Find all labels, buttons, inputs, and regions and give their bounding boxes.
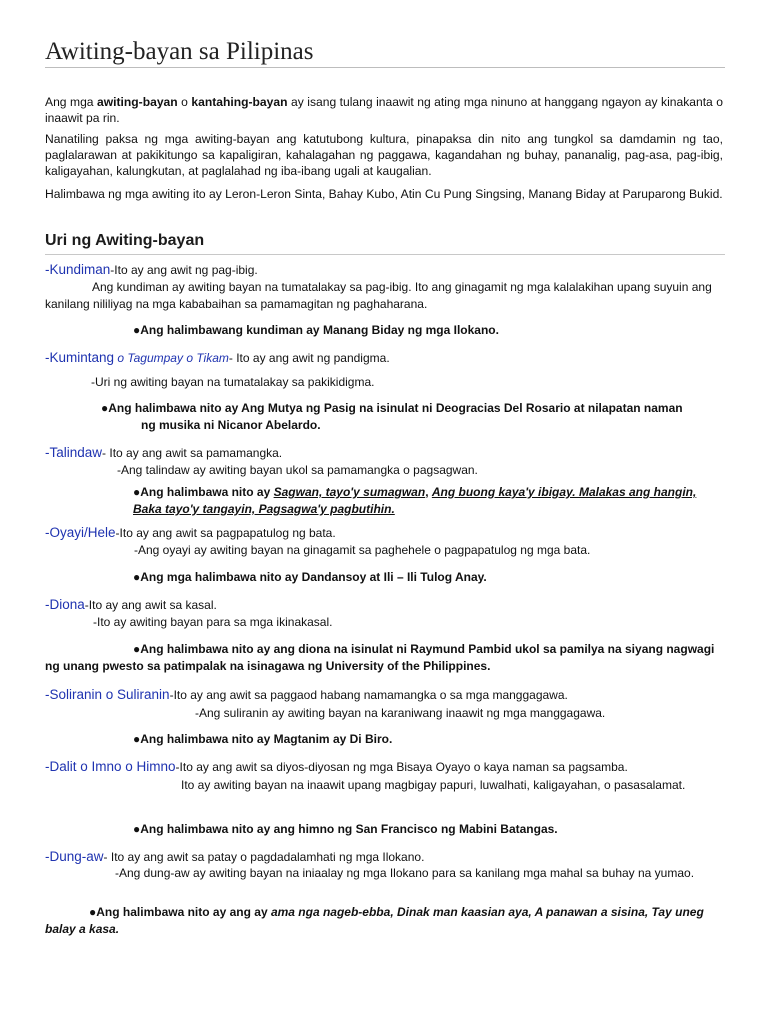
kumintang-alt-names: o Tagumpay o Tikam [114, 351, 229, 365]
dungaw-example-text: ●Ang halimbawa nito ay ang ay [89, 905, 271, 919]
talindaw-definition: - Ito ay ang awit sa pamamangka. [102, 446, 283, 460]
kundiman-entry [45, 262, 258, 278]
page-title: Awiting-bayan sa Pilipinas [45, 38, 314, 65]
kundiman-example: ●Ang halimbawang kundiman ay Manang Biday ng mga Ilokano. [133, 323, 499, 337]
soliranin-example: ●Ang halimbawa nito ay Magtanim ay Di Biro. [133, 732, 393, 746]
section-divider [45, 254, 725, 255]
soliranin-description: -Ang suliranin ay awiting bayan na karaniwang inaawit ng mga manggagawa. [195, 706, 606, 720]
term-oyayi-hele: -Oyayi/Hele [45, 525, 116, 540]
talindaw-description: -Ang talindaw ay awiting bayan ukol sa pamamangka o pagsagwan. [117, 463, 478, 477]
intro-paragraph-2: Nanatiling paksa ng mga awiting-bayan ang katutubong kultura, pinapaksa din nito ang tungkol sa damdamin ng tao, paglalarawan at pakikitungo sa kapaligiran, kahalagahan ng paggawa, kagandahan ng buhay, pananalig, pag-asa, pag-ibig, kaligayahan, kalungkutan, at paglalahad ng iba-ibang ugali at kaugalian. [45, 132, 723, 178]
kundiman-definition: -Ito ay ang awit ng pag-ibig. [110, 263, 258, 277]
term-talindaw: -Talindaw [45, 445, 103, 460]
talindaw-example [45, 484, 711, 518]
term-dalit-imno-himno: -Dalit o Imno o Himno [45, 759, 176, 774]
talindaw-example-lyric-2: Ang buong kaya'y ibigay. Malakas ang hangin, Baka tayo'y tangayin, Pagsagwa'y pagbutihin. [133, 485, 697, 516]
dalit-description: Ito ay awiting bayan na inaawit upang magbigay papuri, luwalhati, kaligayahan, o pasasalamat. [181, 778, 686, 792]
dalit-entry [45, 759, 628, 775]
oyayi-definition: -Ito ay ang awit sa pagpapatulog ng bata. [115, 526, 336, 540]
dalit-example: ●Ang halimbawa nito ay ang himno ng San Francisco ng Mabini Batangas. [133, 822, 558, 836]
oyayi-description: -Ang oyayi ay awiting bayan na ginagamit sa paghehele o pagpapatulog ng mga bata. [134, 543, 591, 557]
diona-entry [45, 597, 217, 613]
term-kumintang: -Kumintang [45, 350, 115, 365]
diona-example: ●Ang halimbawa nito ay ang diona na isinulat ni Raymund Pambid ukol sa pamilya na siyang nagwagi ng unang pwesto sa patimpalak na isinagawa ng University of the Philippines. [45, 642, 715, 673]
term-kundiman: -Kundiman [45, 262, 111, 277]
kumintang-example-text: ●Ang halimbawa nito ay Ang Mutya ng Pasig na isinulat ni Deogracias Del Rosario at nilapatan naman ng musika ni Nicanor Abelardo. [101, 401, 683, 432]
kumintang-definition: - Ito ay ang awit ng pandigma. [228, 351, 390, 365]
keyword-awiting-bayan: awiting-bayan [97, 95, 178, 109]
talindaw-entry [45, 445, 282, 461]
dungaw-description: -Ang dung-aw ay awiting bayan na iniaalay ng mga Ilokano para sa kanilang mga mahal sa buhay na yumao. [115, 866, 695, 880]
term-dung-aw: -Dung-aw [45, 849, 104, 864]
diona-description: -Ito ay awiting bayan para sa mga ikinakasal. [93, 615, 333, 629]
talindaw-example-lyric-1: Sagwan, tayo'y sumagwan [273, 485, 426, 499]
intro-p1-text: Ang mga [45, 95, 98, 109]
term-diona: -Diona [45, 597, 85, 612]
oyayi-entry [45, 525, 336, 541]
kundiman-description: Ang kundiman ay awiting bayan na tumatalakay sa pag-ibig. Ito ang ginagamit ng mga kalalakihan upang suyuin ang kanilang nililiyag na mga kababaihan sa pamamagitan ng paghaharana. [45, 280, 712, 311]
kumintang-description: -Uri ng awiting bayan na tumatalakay sa pakikidigma. [91, 375, 375, 389]
keyword-kantahing-bayan: kantahing-bayan [191, 95, 288, 109]
dungaw-definition: - Ito ay ang awit sa patay o pagdadalamhati ng mga Ilokano. [103, 850, 425, 864]
talindaw-example-separator: , [425, 485, 432, 499]
title-divider [45, 67, 725, 68]
dalit-definition: -Ito ay ang awit sa diyos-diyosan ng mga Bisaya Oyayo o kaya naman sa pagsamba. [175, 760, 628, 774]
intro-p1-text: ay isang tulang inaawit ng ating mga ninuno at hanggang ngayon ay kinakanta o inaawit pa rin. [45, 95, 724, 125]
section-heading: Uri ng Awiting-bayan [45, 232, 205, 249]
soliranin-entry [45, 687, 568, 703]
soliranin-definition: -Ito ay ang awit sa paggaod habang namamangka o sa mga manggagawa. [169, 688, 568, 702]
dungaw-entry [45, 849, 424, 865]
dungaw-example [45, 904, 717, 938]
talindaw-example-text: ●Ang halimbawa nito ay [133, 485, 274, 499]
oyayi-example: ●Ang mga halimbawa nito ay Dandansoy at Ili – Ili Tulog Anay. [133, 570, 487, 584]
term-soliranin-suliranin: -Soliranin o Suliranin [45, 687, 170, 702]
kumintang-entry [45, 350, 390, 366]
intro-paragraph-3: Halimbawa ng mga awiting ito ay Leron-Leron Sinta, Bahay Kubo, Atin Cu Pung Singsing, Manang Biday at Paruparong Bukid. [45, 187, 723, 201]
intro-p1-text: o [177, 95, 192, 109]
kumintang-example [45, 400, 685, 434]
diona-definition: -Ito ay ang awit sa kasal. [84, 598, 217, 612]
intro-paragraph-1 [45, 94, 723, 126]
dungaw-example-lyric: ama nga nageb-ebba, Dinak man kaasian aya, A panawan a sisina, Tay uneg balay a kasa. [45, 905, 704, 936]
